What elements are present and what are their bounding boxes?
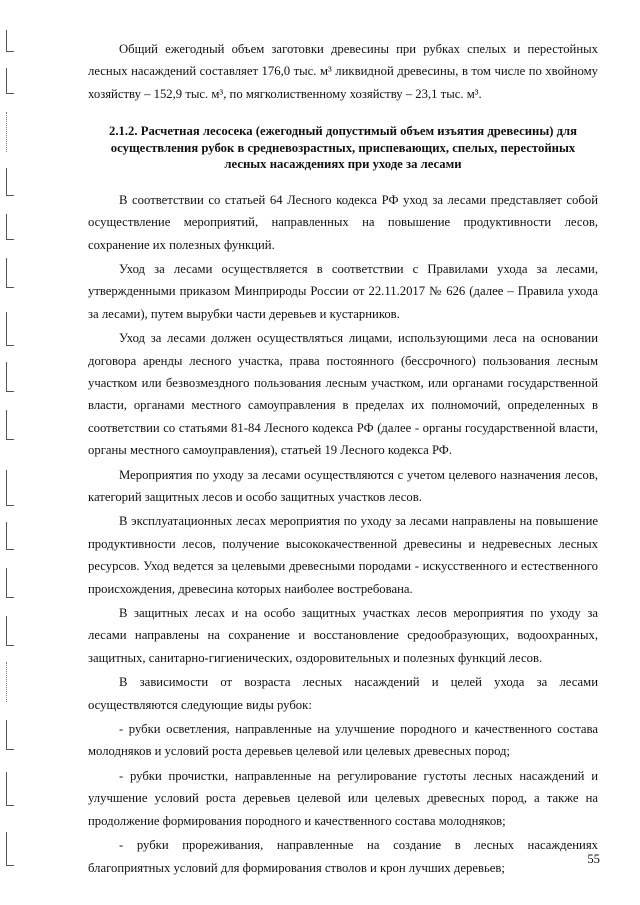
page-body (88, 38, 598, 879)
margin-mark (6, 662, 14, 702)
margin-mark (6, 112, 14, 152)
paragraph-article-64: В соответствии со статьей 64 Лесного кодекса РФ уход за лесами представляет собой осуществление мероприятий, направленных на повышение продуктивности лесов, сохранение их полезных функций. (88, 192, 598, 252)
margin-mark (6, 720, 14, 750)
intro-paragraph: Общий ежегодный объем заготовки древесины при рубках спелых и перестойных лесных насаждений составляет 176,0 тыс. м³ ликвидной древесины, в том числе по хвойному хозяйству – 152,9 тыс. м³, по мягколиственному хозяйству – 23,1 тыс. м³. (88, 42, 598, 101)
paragraph-cutting-types: В зависимости от возраста лесных насаждений и целей ухода за лесами осуществляются следующие виды рубок: (88, 675, 598, 712)
margin-mark (6, 68, 14, 94)
margin-mark (6, 168, 14, 196)
paragraph-rules: Уход за лесами осуществляется в соответствии с Правилами ухода за лесами, утвержденными приказом Минприроды России от 22.11.2017 № 626 (далее – Правила ухода за лесами), путем вырубки части деревьев и кустарников. (88, 261, 598, 321)
paragraph-exploitation-forests: В эксплуатационных лесах мероприятия по уходу за лесами направлены на повышение продуктивности лесов, получение высококачественной древесины и недревесных лесных ресурсов. Уход ведется за целевыми древесными породами - искусственного и естественного происхождения, древесина которых наиболее востребована. (88, 514, 598, 596)
binding-margin-marks (6, 0, 20, 905)
margin-mark (6, 214, 14, 240)
margin-mark (6, 832, 14, 866)
margin-mark (6, 312, 14, 346)
page-number: 55 (587, 852, 600, 866)
paragraph-protective-forests: В защитных лесах и на особо защитных участках лесов мероприятия по уходу за лесами направлены на сохранение и восстановление средообразующих, водоохранных, защитных, санитарно-гигиенических, оздоровительных и полезных функций лесов. (88, 606, 598, 665)
margin-mark (6, 522, 14, 550)
paragraph-purpose: Мероприятия по уходу за лесами осуществляются с учетом целевого назначения лесов, категорий защитных лесов и особо защитных участков лесов. (88, 467, 598, 504)
margin-mark (6, 616, 14, 646)
margin-mark (6, 568, 14, 598)
margin-mark (6, 470, 14, 506)
list-item: - рубки прореживания, направленные на создание в лесных насаждениях благоприятных условий для формирования стволов и крон лучших деревьев; (88, 838, 598, 875)
margin-mark (6, 410, 14, 440)
paragraph-responsible-parties: Уход за лесами должен осуществляться лицами, использующими леса на основании договора аренды лесного участка, права постоянного (бессрочного) пользования лесным участком или безвозмездного пользования лесным участком, или органами государственной власти, органами местного самоуправления в пределах их полномочий, определенных в соответствии со статьями 81-84 Лесного кодекса РФ (далее - органы государственной власти, органы местного самоуправления), статьей 19 Лесного кодекса РФ. (88, 331, 598, 458)
list-item: - рубки осветления, направленные на улучшение породного и качественного состава молодняков и условий роста деревьев целевой или целевых древесных пород; (88, 722, 598, 759)
margin-mark (6, 772, 14, 806)
margin-mark (6, 258, 14, 288)
margin-mark (6, 30, 14, 52)
section-heading: 2.1.2. Расчетная лесосека (ежегодный допустимый объем изъятия древесины) для осуществления рубок в средневозрастных, приспевающих, спелых, перестойных лесных насаждениях при уходе за лесами (108, 124, 578, 172)
list-item: - рубки прочистки, направленные на регулирование густоты лесных насаждений и улучшение условий роста деревьев целевой или целевых древесных пород, а также на продолжение формирования породного и качественного состава молодняков; (88, 768, 598, 828)
margin-mark (6, 362, 14, 392)
